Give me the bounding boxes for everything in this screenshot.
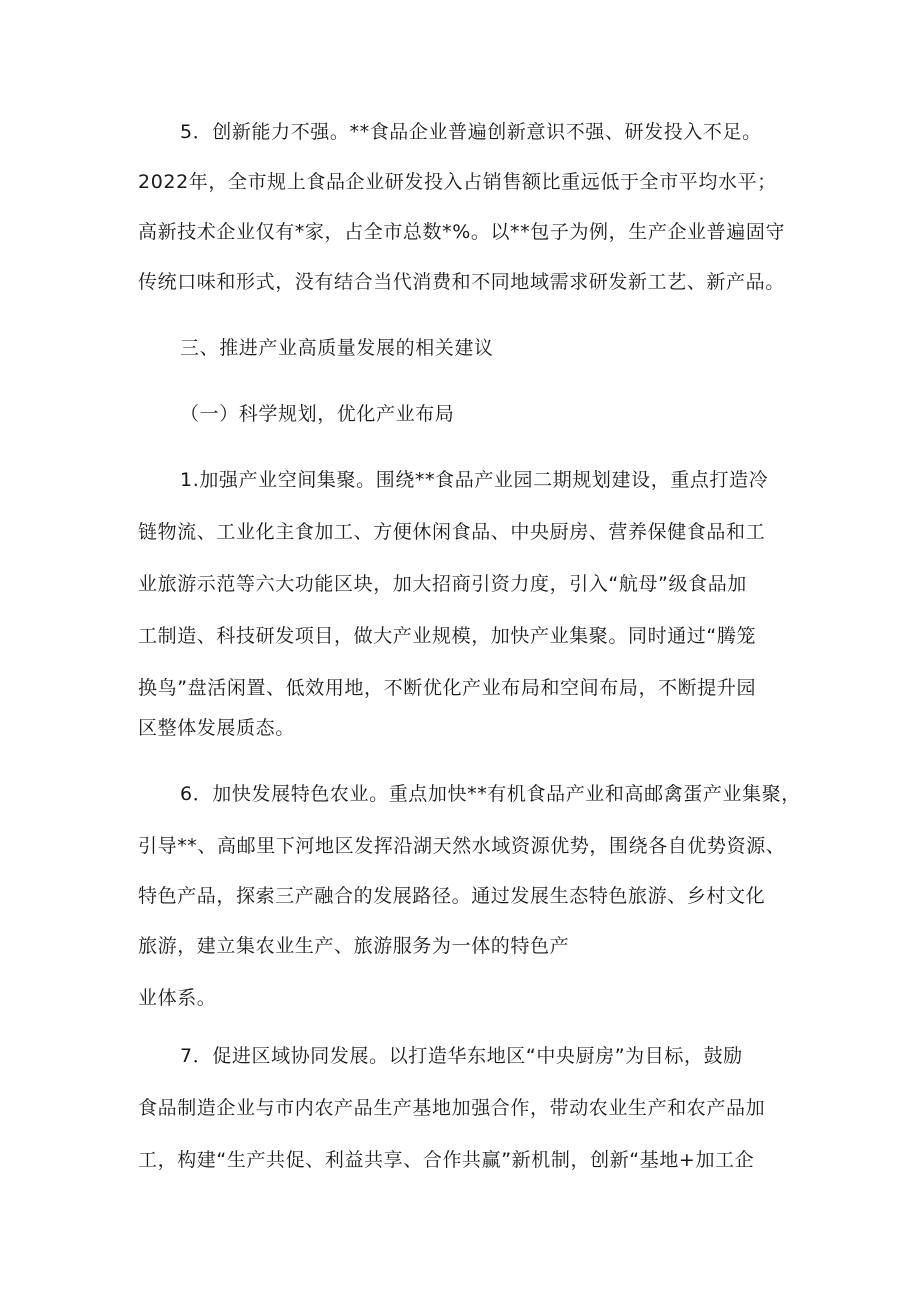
paragraph-line: 传统口味和形式，没有结合当代消费和不同地域需求研发新工艺、新产品。 bbox=[138, 271, 785, 293]
paragraph-line: 1.加强产业空间集聚。围绕**食品产业园二期规划建设，重点打造冷 bbox=[180, 469, 769, 491]
paragraph-line: 业旅游示范等六大功能区块，加大招商引资力度，引入“航母”级食品加 bbox=[138, 573, 747, 595]
paragraph-line: 换鸟”盘活闲置、低效用地，不断优化产业布局和空间布局，不断提升园 bbox=[138, 677, 757, 699]
paragraph-line: 特色产品，探索三产融合的发展路径。通过发展生态特色旅游、乡村文化 bbox=[138, 885, 766, 907]
paragraph-line: 7．促进区域协同发展。以打造华东地区“中央厨房”为目标，鼓励 bbox=[180, 1045, 743, 1067]
section-heading: 三、推进产业高质量发展的相关建议 bbox=[180, 337, 494, 359]
paragraph-line: 工制造、科技研发项目，做大产业规模，加快产业集聚。同时通过“腾笼 bbox=[138, 625, 757, 647]
paragraph-line: 食品制造企业与市内农产品生产基地加强合作，带动农业生产和农产品加 bbox=[138, 1097, 766, 1119]
paragraph-line: 高新技术企业仅有*家，占全市总数*%。以**包子为例，生产企业普遍固守 bbox=[138, 221, 786, 243]
paragraph-line: 5．创新能力不强。**食品企业普遍创新意识不强、研发投入不足。 bbox=[180, 121, 762, 143]
paragraph-line: 工，构建“生产共促、利益共享、合作共赢”新机制，创新“基地+加工企 bbox=[138, 1149, 755, 1171]
subsection-heading: （一）科学规划，优化产业布局 bbox=[180, 403, 455, 425]
paragraph-line: 业体系。 bbox=[138, 987, 217, 1009]
paragraph-line: 引导**、高邮里下河地区发挥沿湖天然水域资源优势，围绕各自优势资源、 bbox=[138, 835, 786, 857]
paragraph-line: 旅游，建立集农业生产、旅游服务为一体的特色产 bbox=[138, 935, 570, 957]
paragraph-line: 6．加快发展特色农业。重点加快**有机食品产业和高邮禽蛋产业集聚， bbox=[180, 783, 801, 805]
paragraph-line: 区整体发展质态。 bbox=[138, 717, 295, 739]
paragraph-line: 链物流、工业化主食加工、方便休闲食品、中央厨房、营养保健食品和工 bbox=[138, 521, 766, 543]
paragraph-line: 2022年，全市规上食品企业研发投入占销售额比重远低于全市平均水平； bbox=[138, 171, 777, 193]
